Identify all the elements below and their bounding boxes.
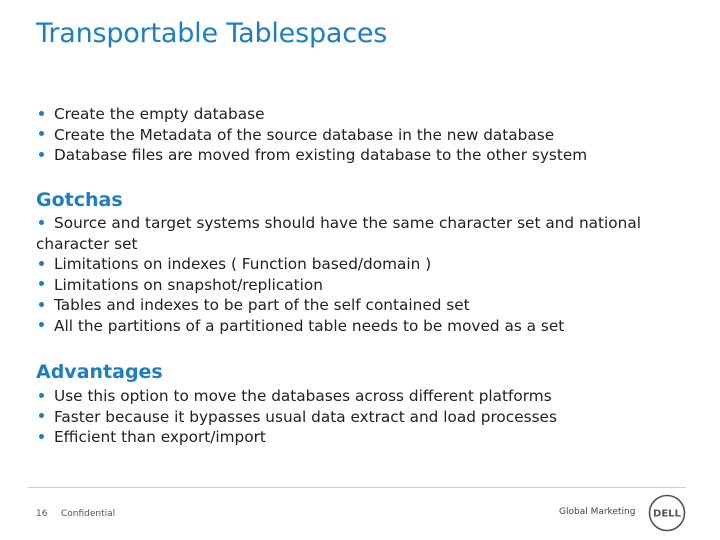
advantages-bullet-list	[36, 386, 696, 448]
bullet-dot-icon	[39, 152, 44, 157]
list-item: Create the empty database	[36, 104, 696, 125]
bullet-dot-icon	[39, 434, 44, 439]
bullet-dot-icon	[39, 111, 44, 116]
bullet-dot-icon	[39, 281, 44, 286]
list-item: Database files are moved from existing database to the other system	[36, 145, 696, 166]
intro-bullet-list	[36, 104, 696, 166]
list-item: Limitations on snapshot/replication	[36, 275, 676, 296]
dell-logo-icon	[648, 494, 686, 532]
bullet-dot-icon	[39, 220, 44, 225]
bullet-dot-icon	[39, 413, 44, 418]
list-item: Use this option to move the databases across different platforms	[36, 386, 696, 407]
bullet-dot-icon	[39, 302, 44, 307]
advantages-heading: Advantages	[36, 361, 163, 383]
footer-divider	[28, 487, 686, 488]
department-label: Global Marketing	[559, 507, 636, 517]
list-item: Tables and indexes to be part of the self contained set	[36, 295, 676, 316]
gotchas-heading: Gotchas	[36, 189, 123, 211]
list-item: Efficient than export/import	[36, 427, 696, 448]
logo-text: DELL	[653, 508, 681, 520]
bullet-dot-icon	[39, 261, 44, 266]
page-number: 16	[36, 509, 48, 519]
list-item: Create the Metadata of the source database in the new database	[36, 125, 696, 146]
list-item: Faster because it bypasses usual data extract and load processes	[36, 407, 696, 428]
slide-title: Transportable Tablespaces	[36, 18, 388, 49]
list-item: All the partitions of a partitioned table needs to be moved as a set	[36, 316, 676, 337]
bullet-dot-icon	[39, 322, 44, 327]
confidential-label: Confidential	[61, 509, 116, 519]
gotchas-bullet-list	[36, 213, 676, 336]
list-item: Source and target systems should have the same character set and national character set	[36, 214, 641, 253]
bullet-dot-icon	[39, 393, 44, 398]
list-item: Limitations on indexes ( Function based/domain )	[36, 254, 676, 275]
bullet-dot-icon	[39, 131, 44, 136]
